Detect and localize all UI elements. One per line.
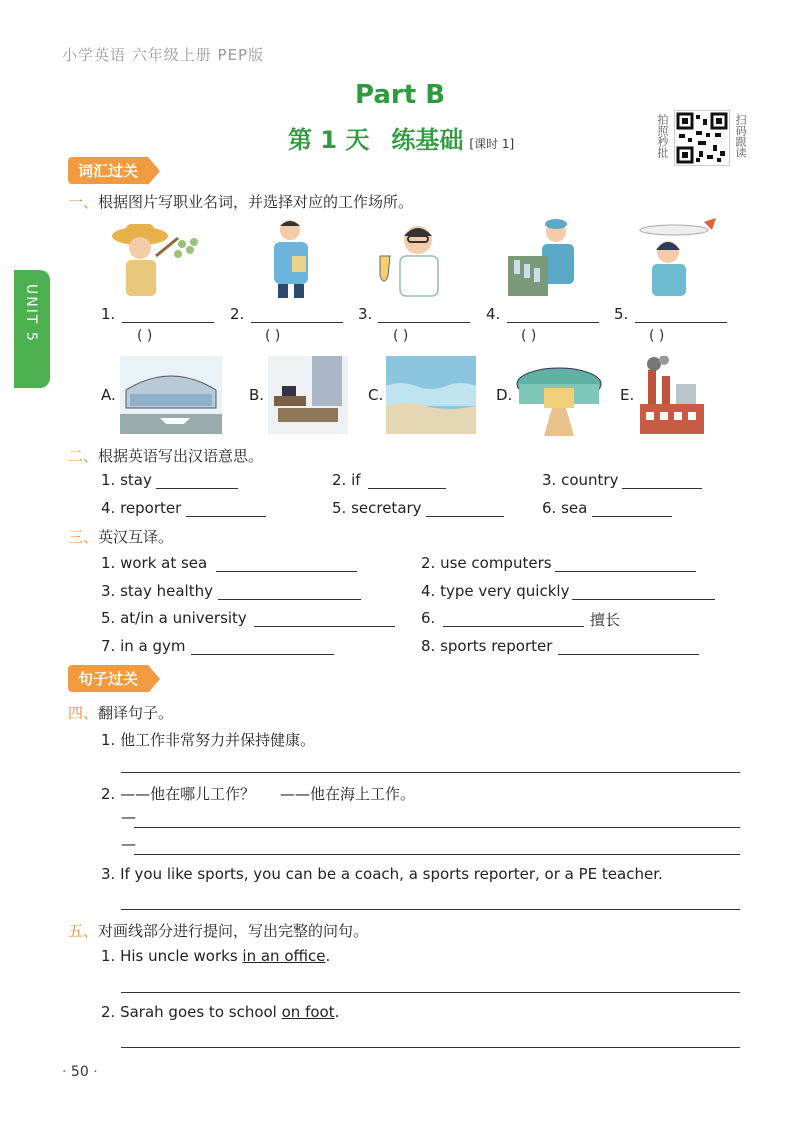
dialog-dash: — <box>121 835 136 853</box>
place-label-b: B. <box>249 386 265 404</box>
answer-blank[interactable] <box>191 653 334 655</box>
lesson-label: [课时 1] <box>469 137 515 151</box>
translate-q1: 1. 他工作非常努力并保持健康。 <box>101 731 316 749</box>
choice-paren[interactable]: ( ) <box>137 328 153 344</box>
choice-paren[interactable]: ( ) <box>265 328 281 344</box>
factory-worker-image <box>504 216 584 298</box>
answer-blank[interactable] <box>254 625 395 627</box>
phrase-item-5: 5. at/in a university <box>101 609 247 627</box>
job-item-4 <box>486 305 500 323</box>
unit-tab[interactable] <box>14 270 50 388</box>
place-label-c: C. <box>368 386 384 404</box>
job-item-3 <box>358 305 372 323</box>
unit-tab-label: UNIT 5 <box>23 284 39 343</box>
place-label-e: E. <box>620 386 635 404</box>
vocab-item-country: 3. country <box>542 471 619 489</box>
section-title: 根据图片写职业名词，并选择对应的工作场所。 <box>98 193 414 211</box>
section-number: 二、 <box>68 447 99 465</box>
sea-image <box>386 356 476 434</box>
book-header: 小学英语 六年级上册 PEP版 <box>62 46 265 64</box>
answer-line[interactable] <box>134 853 740 855</box>
phrase-item-8: 8. sports reporter <box>421 637 553 655</box>
section-title: 对画线部分进行提问，写出完整的问句。 <box>98 922 369 940</box>
section-5-heading <box>68 920 368 941</box>
farmer-image <box>108 216 208 298</box>
section-title: 根据英语写出汉语意思。 <box>98 447 264 465</box>
section-number: 一、 <box>68 193 99 211</box>
office-image <box>268 356 348 434</box>
choice-paren[interactable]: ( ) <box>521 328 537 344</box>
answer-blank[interactable] <box>426 515 504 517</box>
phrase-item-6-suffix: 擅长 <box>590 611 621 629</box>
scientist-image <box>374 216 454 298</box>
vocab-item-stay: 1. stay <box>101 471 152 489</box>
section-number: 四、 <box>68 704 99 722</box>
job-item-2 <box>230 305 244 323</box>
phrase-item-3: 3. stay healthy <box>101 582 213 600</box>
answer-blank[interactable] <box>558 653 699 655</box>
underlined-phrase: on foot <box>281 1003 335 1021</box>
answer-blank[interactable] <box>592 515 672 517</box>
vocab-badge: 词汇过关 <box>68 157 148 184</box>
answer-blank[interactable] <box>622 487 702 489</box>
question-q1 <box>101 947 330 965</box>
phrase-item-4: 4. type very quickly <box>421 582 570 600</box>
answer-blank[interactable] <box>216 570 357 572</box>
secretary-image <box>262 216 322 298</box>
item-number: 5. <box>614 305 629 323</box>
answer-blank[interactable] <box>122 321 214 323</box>
answer-blank[interactable] <box>443 625 584 627</box>
answer-blank[interactable] <box>572 598 715 600</box>
item-number: 4. <box>486 305 501 323</box>
page-number <box>62 1064 98 1080</box>
answer-blank[interactable] <box>251 321 343 323</box>
vocab-item-sea: 6. sea <box>542 499 588 517</box>
section-number: 三、 <box>68 528 99 546</box>
answer-blank[interactable] <box>507 321 599 323</box>
page-dot: · <box>62 1064 67 1080</box>
vocab-item-if: 2. if <box>332 471 361 489</box>
airport-image <box>120 356 222 434</box>
part-title: Part B <box>354 80 446 110</box>
translate-q2-a: 2. ——他在哪儿工作？ <box>101 785 256 803</box>
answer-line[interactable] <box>134 826 740 828</box>
answer-line[interactable] <box>121 908 740 910</box>
phrase-item-7: 7. in a gym <box>101 637 186 655</box>
place-label-a: A. <box>101 386 116 404</box>
section-title: 翻译句子。 <box>98 704 174 722</box>
answer-blank[interactable] <box>555 570 696 572</box>
phrase-item-1: 1. work at sea <box>101 554 208 572</box>
page-dot: · <box>93 1064 98 1080</box>
day-number: 第 1 天 <box>288 126 370 154</box>
qr-code-icon[interactable] <box>674 110 730 166</box>
answer-blank[interactable] <box>218 598 361 600</box>
job-item-5 <box>614 305 628 323</box>
section-number: 五、 <box>68 922 99 940</box>
answer-blank[interactable] <box>186 515 266 517</box>
sentence-badge: 句子过关 <box>68 665 148 692</box>
section-title: 英汉互译。 <box>98 528 174 546</box>
section-4-heading <box>68 702 173 723</box>
job-item-1 <box>101 305 115 323</box>
page-number-value: 50 <box>70 1064 89 1080</box>
day-title <box>288 120 514 155</box>
section-3-heading <box>68 526 173 547</box>
phrase-item-6: 6. <box>421 609 436 627</box>
answer-line[interactable] <box>121 771 740 773</box>
question-q2 <box>101 1003 339 1021</box>
item-number: 3. <box>358 305 373 323</box>
item-number: 2. <box>230 305 245 323</box>
choice-paren[interactable]: ( ) <box>649 328 665 344</box>
qr-left-text: 拍照秒批 <box>656 114 669 158</box>
answer-line[interactable] <box>121 991 740 993</box>
pilot-image <box>620 216 720 298</box>
translate-q3: 3. If you like sports, you can be a coach, a sports reporter, or a PE teacher. <box>101 865 663 883</box>
sentence-text: 1. His uncle works <box>101 947 243 965</box>
answer-blank[interactable] <box>378 321 470 323</box>
translate-q2-b: ——他在海上工作。 <box>280 785 416 803</box>
vocab-item-reporter: 4. reporter <box>101 499 182 517</box>
sentence-text: 2. Sarah goes to school <box>101 1003 282 1021</box>
section-2-heading <box>68 445 263 466</box>
section-1-heading <box>68 191 413 212</box>
answer-blank[interactable] <box>368 487 446 489</box>
item-number: 1. <box>101 305 116 323</box>
phrase-item-2: 2. use computers <box>421 554 552 572</box>
dialog-dash: — <box>121 808 136 826</box>
answer-blank[interactable] <box>635 321 727 323</box>
day-topic: 练基础 <box>391 126 464 154</box>
gym-stadium-image <box>514 356 604 436</box>
vocab-item-secretary: 5. secretary <box>332 499 422 517</box>
qr-right-text: 扫码跟读 <box>734 114 747 158</box>
place-label-d: D. <box>496 386 513 404</box>
answer-blank[interactable] <box>156 487 238 489</box>
sentence-text: . <box>325 947 331 965</box>
answer-line[interactable] <box>121 1046 740 1048</box>
choice-paren[interactable]: ( ) <box>393 328 409 344</box>
underlined-phrase: in an office <box>242 947 326 965</box>
factory-image <box>636 356 708 434</box>
sentence-text: . <box>334 1003 340 1021</box>
